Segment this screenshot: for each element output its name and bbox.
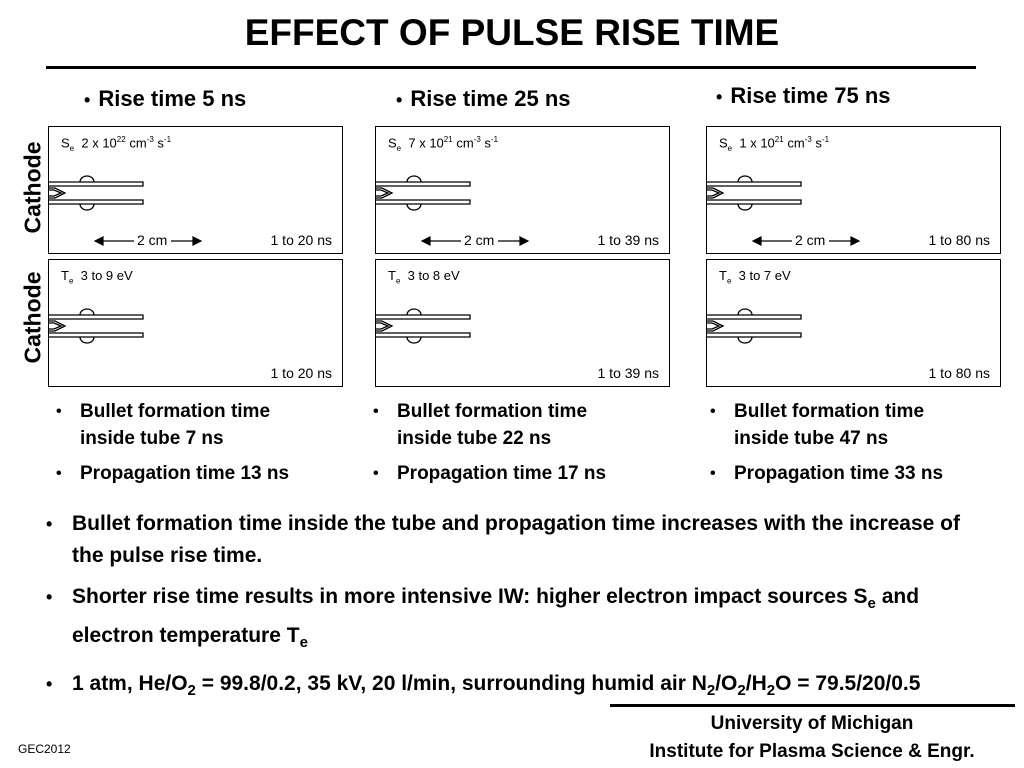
- bullet-dot: •: [46, 514, 53, 534]
- subscript: e: [727, 143, 733, 153]
- units2: s: [484, 135, 491, 151]
- quantity-symbol: T: [61, 268, 69, 283]
- bullet-dot: •: [46, 674, 53, 695]
- time-range-label: 1 to 20 ns: [270, 232, 332, 248]
- quantity-symbol: T: [719, 268, 727, 283]
- time-range-label: 1 to 80 ns: [928, 232, 990, 248]
- title-rule: [46, 66, 976, 69]
- scale-bar-label: 2 cm: [795, 232, 826, 248]
- column-bullet: [56, 460, 346, 487]
- column-heading-text: Rise time 25 ns: [410, 86, 571, 111]
- units2-exponent: -1: [490, 135, 499, 144]
- row-label-bottom: Cathode: [19, 271, 46, 364]
- slide-title: EFFECT OF PULSE RISE TIME: [244, 12, 780, 53]
- source-rate-label: [719, 135, 829, 153]
- electron-source-panel: [706, 126, 1001, 254]
- quantity-symbol: T: [388, 268, 396, 283]
- column-heading-3: [716, 83, 891, 109]
- main-bullet-text: O = 79.5/20/0.5: [775, 672, 921, 696]
- column-bullet: [373, 460, 673, 487]
- units2: s: [815, 135, 822, 151]
- main-bullet-2: [46, 581, 976, 659]
- column-bullet: [373, 398, 673, 452]
- value: 3 to 8 eV: [407, 268, 460, 283]
- main-bullet-1: [46, 508, 976, 572]
- subscript: e: [726, 276, 732, 286]
- subscript: e: [69, 143, 75, 153]
- units2-exponent: -1: [821, 135, 830, 144]
- row-label-top: Cathode: [19, 141, 46, 234]
- electron-temperature-panel: [706, 259, 1001, 387]
- bullet-text: Bullet formation time inside tube 7 ns: [80, 401, 271, 449]
- subscript: 2: [706, 682, 716, 700]
- bullet-dot: •: [56, 403, 62, 420]
- bullet-text: Propagation time 33 ns: [734, 463, 944, 484]
- column-bullet: [710, 460, 1010, 487]
- units-exponent: -3: [804, 135, 812, 144]
- electron-temperature-panel: [375, 259, 670, 387]
- subscript: e: [867, 595, 876, 613]
- electron-source-panel: [375, 126, 670, 254]
- column-bullets-2: [373, 398, 673, 487]
- value: 2 x 10: [81, 135, 117, 151]
- main-bullet-text: and electron temperature T: [72, 585, 920, 648]
- value: 3 to 9 eV: [80, 268, 133, 283]
- footer-institute: Institute for Plasma Science & Engr.: [649, 741, 975, 762]
- bullet-dot: •: [46, 587, 53, 607]
- column-bullet: [56, 398, 346, 452]
- source-rate-label: [61, 135, 171, 153]
- main-bullet-3: [46, 668, 976, 707]
- exponent: 22: [116, 135, 126, 144]
- bullet-dot: •: [56, 465, 62, 482]
- column-bullet: [710, 398, 1010, 452]
- column-heading-2: [396, 86, 571, 112]
- subscript: 2: [766, 682, 776, 700]
- value: 1 x 10: [739, 135, 775, 151]
- bullet-text: Bullet formation time inside tube 22 ns: [397, 401, 588, 449]
- bullet-dot: •: [84, 90, 91, 110]
- subscript: e: [299, 634, 308, 652]
- footer-university: University of Michigan: [710, 713, 914, 734]
- units2: s: [157, 135, 164, 151]
- exponent: 21: [443, 135, 453, 144]
- quantity-symbol: S: [388, 135, 397, 151]
- column-bullets-1: [56, 398, 346, 487]
- value: 7 x 10: [408, 135, 444, 151]
- temperature-label: [388, 268, 460, 286]
- subscript: e: [68, 276, 74, 286]
- time-range-label: 1 to 80 ns: [928, 365, 990, 381]
- bullet-text: Propagation time 13 ns: [80, 463, 290, 484]
- value: 3 to 7 eV: [738, 268, 791, 283]
- bullet-dot: •: [396, 90, 403, 110]
- quantity-symbol: S: [61, 135, 70, 151]
- time-range-label: 1 to 39 ns: [597, 365, 659, 381]
- main-bullet-text: Bullet formation time inside the tube and propagation time increases with the increase of the pulse rise time.: [72, 512, 960, 567]
- conference-label: GEC2012: [18, 742, 71, 756]
- subscript: e: [395, 276, 401, 286]
- source-rate-label: [388, 135, 498, 153]
- bullet-dot: •: [373, 465, 379, 482]
- subscript: 2: [737, 682, 746, 700]
- bullet-text: Propagation time 17 ns: [397, 463, 607, 484]
- main-bullet-text: /O: [715, 672, 738, 696]
- column-heading-text: Rise time 75 ns: [730, 83, 891, 108]
- footer-rule: [610, 704, 1015, 707]
- time-range-label: 1 to 20 ns: [270, 365, 332, 381]
- bullet-dot: •: [710, 403, 716, 420]
- units: cm: [787, 135, 805, 151]
- electron-source-panel: [48, 126, 343, 254]
- bullet-dot: •: [710, 465, 716, 482]
- main-bullet-text: = 99.8/0.2, 35 kV, 20 l/min, surrounding humid air N: [195, 672, 707, 696]
- bullet-dot: •: [373, 403, 379, 420]
- main-bullet-text: Shorter rise time results in more intensive IW: higher electron impact sources S: [72, 585, 868, 608]
- bullet-dot: •: [716, 87, 723, 107]
- scale-bar-label: 2 cm: [464, 232, 495, 248]
- units: cm: [456, 135, 474, 151]
- subscript: 2: [187, 682, 196, 700]
- quantity-symbol: S: [719, 135, 728, 151]
- footer: [600, 710, 1024, 766]
- time-range-label: 1 to 39 ns: [597, 232, 659, 248]
- main-bullet-text: /H: [745, 672, 767, 696]
- exponent: 21: [774, 135, 784, 144]
- column-heading-1: [84, 86, 246, 112]
- column-heading-text: Rise time 5 ns: [98, 86, 247, 111]
- bullet-text: Bullet formation time inside tube 47 ns: [734, 401, 925, 449]
- units-exponent: -3: [473, 135, 481, 144]
- temperature-label: [719, 268, 791, 286]
- scale-bar-label: 2 cm: [137, 232, 168, 248]
- main-bullet-text: 1 atm, He/O: [72, 672, 188, 696]
- units2-exponent: -1: [163, 135, 172, 144]
- temperature-label: [61, 268, 133, 286]
- subscript: e: [396, 143, 402, 153]
- units: cm: [129, 135, 147, 151]
- electron-temperature-panel: [48, 259, 343, 387]
- main-bullets: [46, 508, 976, 708]
- column-bullets-3: [710, 398, 1010, 487]
- units-exponent: -3: [146, 135, 154, 144]
